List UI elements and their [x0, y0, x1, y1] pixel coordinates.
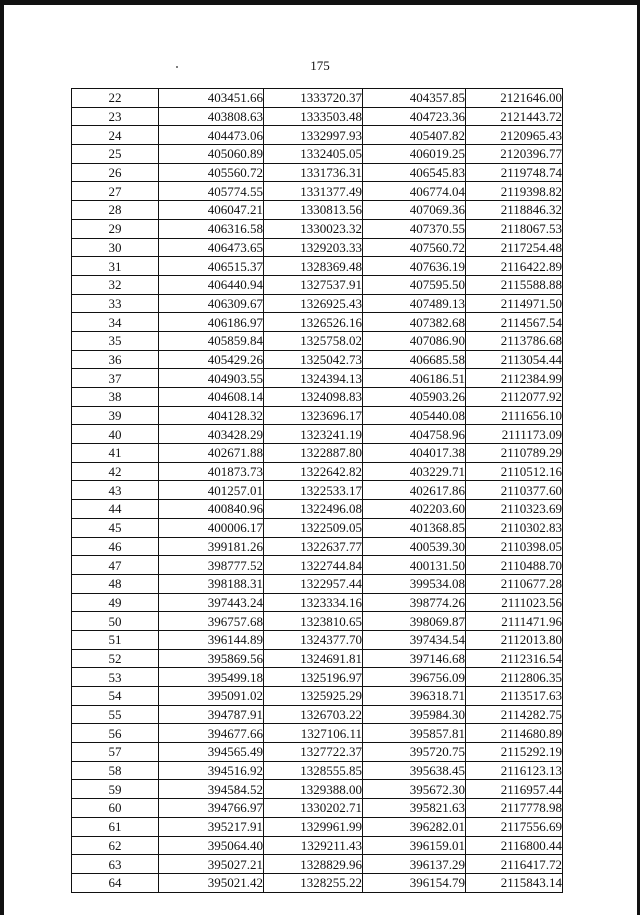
y1-cell: 1324098.83 [264, 388, 363, 407]
point-number-cell: 59 [72, 780, 159, 799]
table-row [72, 668, 563, 687]
x1-cell: 404903.55 [159, 369, 264, 388]
x1-cell: 404608.14 [159, 388, 264, 407]
table-row [72, 855, 563, 874]
point-number-cell: 31 [72, 257, 159, 276]
y1-cell: 1332997.93 [264, 126, 363, 145]
y1-cell: 1329961.99 [264, 817, 363, 836]
y1-cell: 1331377.49 [264, 182, 363, 201]
y2-cell: 2114680.89 [466, 724, 563, 743]
y1-cell: 1326526.16 [264, 313, 363, 332]
y1-cell: 1322637.77 [264, 537, 363, 556]
x1-cell: 404128.32 [159, 406, 264, 425]
y2-cell: 2115588.88 [466, 275, 563, 294]
x2-cell: 406545.83 [363, 163, 466, 182]
y1-cell: 1322533.17 [264, 481, 363, 500]
point-number-cell: 27 [72, 182, 159, 201]
table-row [72, 145, 563, 164]
x2-cell: 404357.85 [363, 89, 466, 108]
y1-cell: 1324377.70 [264, 630, 363, 649]
y2-cell: 2110677.28 [466, 574, 563, 593]
x1-cell: 405859.84 [159, 331, 264, 350]
y2-cell: 2110398.05 [466, 537, 563, 556]
x2-cell: 407069.36 [363, 201, 466, 220]
y1-cell: 1329388.00 [264, 780, 363, 799]
x2-cell: 407560.72 [363, 238, 466, 257]
y2-cell: 2114971.50 [466, 294, 563, 313]
point-number-cell: 58 [72, 761, 159, 780]
y1-cell: 1324691.81 [264, 649, 363, 668]
point-number-cell: 43 [72, 481, 159, 500]
y2-cell: 2110512.16 [466, 462, 563, 481]
point-number-cell: 37 [72, 369, 159, 388]
x2-cell: 405407.82 [363, 126, 466, 145]
scan-border-left [0, 0, 4, 915]
table-row [72, 406, 563, 425]
y1-cell: 1325925.29 [264, 687, 363, 706]
point-number-cell: 57 [72, 743, 159, 762]
point-number-cell: 23 [72, 107, 159, 126]
table-row [72, 780, 563, 799]
y1-cell: 1330813.56 [264, 201, 363, 220]
y2-cell: 2120396.77 [466, 145, 563, 164]
point-number-cell: 49 [72, 593, 159, 612]
page-number: 175 [310, 58, 330, 73]
point-number-cell: 45 [72, 518, 159, 537]
point-number-cell: 28 [72, 201, 159, 220]
x2-cell: 407489.13 [363, 294, 466, 313]
table-row [72, 257, 563, 276]
table-row [72, 537, 563, 556]
x2-cell: 401368.85 [363, 518, 466, 537]
point-number-cell: 54 [72, 687, 159, 706]
y1-cell: 1323810.65 [264, 612, 363, 631]
point-number-cell: 36 [72, 350, 159, 369]
x1-cell: 403451.66 [159, 89, 264, 108]
y1-cell: 1329211.43 [264, 836, 363, 855]
x2-cell: 405903.26 [363, 388, 466, 407]
y2-cell: 2111023.56 [466, 593, 563, 612]
y2-cell: 2118067.53 [466, 219, 563, 238]
y2-cell: 2116417.72 [466, 855, 563, 874]
y2-cell: 2112316.54 [466, 649, 563, 668]
x1-cell: 396757.68 [159, 612, 264, 631]
y1-cell: 1328369.48 [264, 257, 363, 276]
y1-cell: 1326703.22 [264, 705, 363, 724]
y1-cell: 1325758.02 [264, 331, 363, 350]
y1-cell: 1322744.84 [264, 556, 363, 575]
table-row [72, 724, 563, 743]
x2-cell: 406685.58 [363, 350, 466, 369]
x1-cell: 394565.49 [159, 743, 264, 762]
x1-cell: 405560.72 [159, 163, 264, 182]
point-number-cell: 42 [72, 462, 159, 481]
y1-cell: 1330202.71 [264, 799, 363, 818]
y1-cell: 1333720.37 [264, 89, 363, 108]
y1-cell: 1331736.31 [264, 163, 363, 182]
table-row [72, 201, 563, 220]
x1-cell: 395499.18 [159, 668, 264, 687]
x2-cell: 405440.08 [363, 406, 466, 425]
x2-cell: 397434.54 [363, 630, 466, 649]
x2-cell: 406774.04 [363, 182, 466, 201]
x2-cell: 397146.68 [363, 649, 466, 668]
y2-cell: 2110302.83 [466, 518, 563, 537]
table-row [72, 182, 563, 201]
point-number-cell: 33 [72, 294, 159, 313]
y2-cell: 2116957.44 [466, 780, 563, 799]
x2-cell: 406019.25 [363, 145, 466, 164]
scan-border-top [0, 0, 640, 5]
table-row [72, 331, 563, 350]
coordinates-table [71, 88, 563, 893]
y1-cell: 1325196.97 [264, 668, 363, 687]
y1-cell: 1323696.17 [264, 406, 363, 425]
point-number-cell: 26 [72, 163, 159, 182]
x2-cell: 403229.71 [363, 462, 466, 481]
y1-cell: 1325042.73 [264, 350, 363, 369]
table-row [72, 126, 563, 145]
point-number-cell: 46 [72, 537, 159, 556]
table-row [72, 705, 563, 724]
x1-cell: 405060.89 [159, 145, 264, 164]
x1-cell: 395027.21 [159, 855, 264, 874]
y1-cell: 1332405.05 [264, 145, 363, 164]
point-number-cell: 32 [72, 275, 159, 294]
x2-cell: 406186.51 [363, 369, 466, 388]
point-number-cell: 24 [72, 126, 159, 145]
x1-cell: 405429.26 [159, 350, 264, 369]
table-row [72, 238, 563, 257]
x2-cell: 396318.71 [363, 687, 466, 706]
table-row [72, 313, 563, 332]
y1-cell: 1333503.48 [264, 107, 363, 126]
point-number-cell: 61 [72, 817, 159, 836]
table-row [72, 761, 563, 780]
x2-cell: 404758.96 [363, 425, 466, 444]
x1-cell: 401257.01 [159, 481, 264, 500]
x2-cell: 396159.01 [363, 836, 466, 855]
y2-cell: 2119748.74 [466, 163, 563, 182]
y2-cell: 2110323.69 [466, 500, 563, 519]
x1-cell: 397443.24 [159, 593, 264, 612]
table-row [72, 873, 563, 892]
x1-cell: 403428.29 [159, 425, 264, 444]
y2-cell: 2114567.54 [466, 313, 563, 332]
x1-cell: 394516.92 [159, 761, 264, 780]
table-row [72, 350, 563, 369]
point-number-cell: 38 [72, 388, 159, 407]
y1-cell: 1327106.11 [264, 724, 363, 743]
point-number-cell: 63 [72, 855, 159, 874]
table-row [72, 500, 563, 519]
y2-cell: 2119398.82 [466, 182, 563, 201]
point-number-cell: 25 [72, 145, 159, 164]
table-row [72, 388, 563, 407]
x1-cell: 406309.67 [159, 294, 264, 313]
table-row [72, 817, 563, 836]
x2-cell: 399534.08 [363, 574, 466, 593]
x1-cell: 406440.94 [159, 275, 264, 294]
table-row [72, 687, 563, 706]
point-number-cell: 53 [72, 668, 159, 687]
y2-cell: 2115292.19 [466, 743, 563, 762]
table-row [72, 574, 563, 593]
x1-cell: 406186.97 [159, 313, 264, 332]
y1-cell: 1328255.22 [264, 873, 363, 892]
y2-cell: 2110488.70 [466, 556, 563, 575]
x2-cell: 407595.50 [363, 275, 466, 294]
y2-cell: 2116123.13 [466, 761, 563, 780]
y2-cell: 2111656.10 [466, 406, 563, 425]
y1-cell: 1328555.85 [264, 761, 363, 780]
table-row [72, 425, 563, 444]
table-row [72, 481, 563, 500]
table-row [72, 275, 563, 294]
x1-cell: 394766.97 [159, 799, 264, 818]
x1-cell: 402671.88 [159, 444, 264, 463]
y2-cell: 2118846.32 [466, 201, 563, 220]
table-row [72, 593, 563, 612]
x2-cell: 395984.30 [363, 705, 466, 724]
point-number-cell: 44 [72, 500, 159, 519]
x1-cell: 398188.31 [159, 574, 264, 593]
y2-cell: 2116800.44 [466, 836, 563, 855]
y2-cell: 2121443.72 [466, 107, 563, 126]
x2-cell: 396282.01 [363, 817, 466, 836]
x1-cell: 395021.42 [159, 873, 264, 892]
table-row [72, 743, 563, 762]
x1-cell: 403808.63 [159, 107, 264, 126]
y1-cell: 1322496.08 [264, 500, 363, 519]
point-number-cell: 29 [72, 219, 159, 238]
y2-cell: 2110377.60 [466, 481, 563, 500]
x2-cell: 395720.75 [363, 743, 466, 762]
x1-cell: 395091.02 [159, 687, 264, 706]
x2-cell: 395638.45 [363, 761, 466, 780]
x1-cell: 396144.89 [159, 630, 264, 649]
y1-cell: 1328829.96 [264, 855, 363, 874]
y2-cell: 2117778.98 [466, 799, 563, 818]
y2-cell: 2115843.14 [466, 873, 563, 892]
x1-cell: 404473.06 [159, 126, 264, 145]
y1-cell: 1327722.37 [264, 743, 363, 762]
y2-cell: 2120965.43 [466, 126, 563, 145]
y2-cell: 2111471.96 [466, 612, 563, 631]
point-number-cell: 64 [72, 873, 159, 892]
y2-cell: 2112013.80 [466, 630, 563, 649]
x2-cell: 400131.50 [363, 556, 466, 575]
x1-cell: 406473.65 [159, 238, 264, 257]
y1-cell: 1326925.43 [264, 294, 363, 313]
point-number-cell: 48 [72, 574, 159, 593]
y1-cell: 1322957.44 [264, 574, 363, 593]
y2-cell: 2111173.09 [466, 425, 563, 444]
table-row [72, 630, 563, 649]
x2-cell: 404723.36 [363, 107, 466, 126]
y2-cell: 2117254.48 [466, 238, 563, 257]
y1-cell: 1322887.80 [264, 444, 363, 463]
y1-cell: 1324394.13 [264, 369, 363, 388]
x1-cell: 400840.96 [159, 500, 264, 519]
x1-cell: 406047.21 [159, 201, 264, 220]
y1-cell: 1323334.16 [264, 593, 363, 612]
x1-cell: 406316.58 [159, 219, 264, 238]
table-row [72, 836, 563, 855]
x2-cell: 407370.55 [363, 219, 466, 238]
y2-cell: 2113054.44 [466, 350, 563, 369]
y1-cell: 1323241.19 [264, 425, 363, 444]
y2-cell: 2112384.99 [466, 369, 563, 388]
x2-cell: 402617.86 [363, 481, 466, 500]
x2-cell: 395821.63 [363, 799, 466, 818]
point-number-cell: 30 [72, 238, 159, 257]
coordinates-table-body [72, 89, 563, 893]
x1-cell: 394677.66 [159, 724, 264, 743]
y2-cell: 2116422.89 [466, 257, 563, 276]
y2-cell: 2113786.68 [466, 331, 563, 350]
y1-cell: 1330023.32 [264, 219, 363, 238]
x2-cell: 407086.90 [363, 331, 466, 350]
x1-cell: 400006.17 [159, 518, 264, 537]
table-row [72, 462, 563, 481]
y2-cell: 2112077.92 [466, 388, 563, 407]
y2-cell: 2121646.00 [466, 89, 563, 108]
table-row [72, 219, 563, 238]
x1-cell: 395064.40 [159, 836, 264, 855]
x2-cell: 402203.60 [363, 500, 466, 519]
point-number-cell: 60 [72, 799, 159, 818]
x1-cell: 406515.37 [159, 257, 264, 276]
x1-cell: 405774.55 [159, 182, 264, 201]
point-number-cell: 52 [72, 649, 159, 668]
point-number-cell: 35 [72, 331, 159, 350]
table-row [72, 444, 563, 463]
x2-cell: 398069.87 [363, 612, 466, 631]
point-number-cell: 56 [72, 724, 159, 743]
x2-cell: 395672.30 [363, 780, 466, 799]
point-number-cell: 34 [72, 313, 159, 332]
y2-cell: 2113517.63 [466, 687, 563, 706]
point-number-cell: 62 [72, 836, 159, 855]
y1-cell: 1322509.05 [264, 518, 363, 537]
y1-cell: 1322642.82 [264, 462, 363, 481]
point-number-cell: 41 [72, 444, 159, 463]
y2-cell: 2114282.75 [466, 705, 563, 724]
table-row [72, 369, 563, 388]
table-row [72, 612, 563, 631]
table-row [72, 89, 563, 108]
point-number-cell: 39 [72, 406, 159, 425]
x2-cell: 395857.81 [363, 724, 466, 743]
table-row [72, 294, 563, 313]
x2-cell: 396154.79 [363, 873, 466, 892]
x2-cell: 404017.38 [363, 444, 466, 463]
x1-cell: 395869.56 [159, 649, 264, 668]
y2-cell: 2110789.29 [466, 444, 563, 463]
x2-cell: 398774.26 [363, 593, 466, 612]
x1-cell: 394584.52 [159, 780, 264, 799]
table-row [72, 107, 563, 126]
y1-cell: 1327537.91 [264, 275, 363, 294]
y2-cell: 2117556.69 [466, 817, 563, 836]
point-number-cell: 51 [72, 630, 159, 649]
point-number-cell: 40 [72, 425, 159, 444]
y1-cell: 1329203.33 [264, 238, 363, 257]
y2-cell: 2112806.35 [466, 668, 563, 687]
table-row [72, 163, 563, 182]
table-row [72, 799, 563, 818]
table-row [72, 518, 563, 537]
x1-cell: 395217.91 [159, 817, 264, 836]
x1-cell: 401873.73 [159, 462, 264, 481]
point-number-cell: 55 [72, 705, 159, 724]
x2-cell: 396756.09 [363, 668, 466, 687]
point-number-cell: 22 [72, 89, 159, 108]
x2-cell: 400539.30 [363, 537, 466, 556]
x1-cell: 398777.52 [159, 556, 264, 575]
table-row [72, 649, 563, 668]
x2-cell: 396137.29 [363, 855, 466, 874]
x2-cell: 407382.68 [363, 313, 466, 332]
x2-cell: 407636.19 [363, 257, 466, 276]
table-row [72, 556, 563, 575]
point-number-cell: 47 [72, 556, 159, 575]
x1-cell: 394787.91 [159, 705, 264, 724]
x1-cell: 399181.26 [159, 537, 264, 556]
point-number-cell: 50 [72, 612, 159, 631]
